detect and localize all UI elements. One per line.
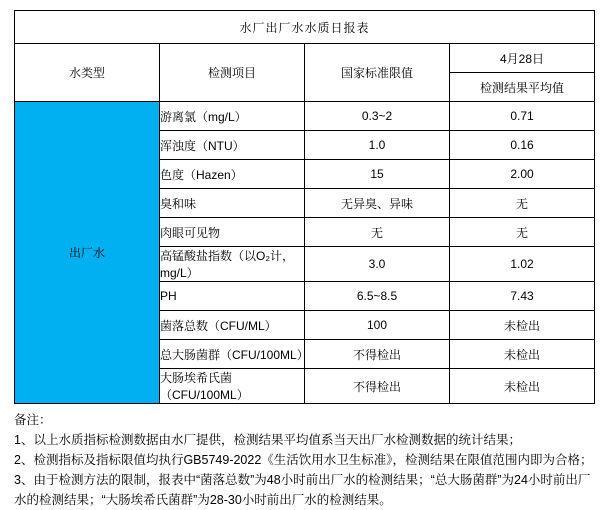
row-value: 0.16: [450, 131, 595, 160]
row-standard: 不得检出: [305, 369, 450, 404]
water-type-value: 出厂水: [15, 102, 160, 404]
header-result-average: 检测结果平均值: [450, 73, 595, 102]
row-item: 高锰酸盐指数（以O₂计，mg/L）: [160, 247, 305, 282]
row-item: 总大肠菌群（CFU/100ML）: [160, 340, 305, 369]
row-item: 色度（Hazen）: [160, 160, 305, 189]
row-standard: 3.0: [305, 247, 450, 282]
row-item: 游离氯（mg/L）: [160, 102, 305, 131]
row-value: 0.71: [450, 102, 595, 131]
row-standard: 1.0: [305, 131, 450, 160]
row-item: 臭和味: [160, 189, 305, 218]
header-date: 4月28日: [450, 44, 595, 73]
row-item: 浑浊度（NTU）: [160, 131, 305, 160]
row-standard: 0.3~2: [305, 102, 450, 131]
header-item: 检测项目: [160, 44, 305, 102]
page-title: 水厂出厂水水质日报表: [15, 11, 595, 44]
header-standard-limit: 国家标准限值: [305, 44, 450, 102]
row-value: 2.00: [450, 160, 595, 189]
table-header-row: [15, 44, 595, 73]
water-quality-table: [14, 10, 595, 404]
row-standard: 无异臭、异味: [305, 189, 450, 218]
notes-section: [14, 410, 595, 510]
row-value: 未检出: [450, 369, 595, 404]
table-row: [15, 102, 595, 131]
row-value: 7.43: [450, 282, 595, 311]
row-item: PH: [160, 282, 305, 311]
row-value: 未检出: [450, 340, 595, 369]
row-item: 肉眼可见物: [160, 218, 305, 247]
row-standard: 6.5~8.5: [305, 282, 450, 311]
notes-line: 2、检测指标及指标限值均执行GB5749-2022《生活饮用水卫生标准》，检测结果在限值范围内即为合格；: [14, 453, 593, 467]
row-item: 大肠埃希氏菌（CFU/100ML）: [160, 369, 305, 404]
table-title-row: [15, 11, 595, 44]
row-value: 无: [450, 189, 595, 218]
row-item: 菌落总数（CFU/ML）: [160, 311, 305, 340]
row-standard: 不得检出: [305, 340, 450, 369]
row-value: 1.02: [450, 247, 595, 282]
row-standard: 100: [305, 311, 450, 340]
notes-line: 1、以上水质指标检测数据由水厂提供，检测结果平均值系当天出厂水检测数据的统计结果；: [14, 433, 521, 447]
row-value: 未检出: [450, 311, 595, 340]
row-standard: 15: [305, 160, 450, 189]
header-water-type: 水类型: [15, 44, 160, 102]
notes-line: 3、由于检测方法的限制，报表中“菌落总数”为48小时前出厂水的检测结果；“总大肠菌群”为24小时前出厂水的检测结果；“大肠埃希氏菌群”为28-30小时前出厂水的检测结果。: [14, 473, 591, 507]
notes-title: 备注：: [14, 413, 52, 427]
row-standard: 无: [305, 218, 450, 247]
row-value: 无: [450, 218, 595, 247]
